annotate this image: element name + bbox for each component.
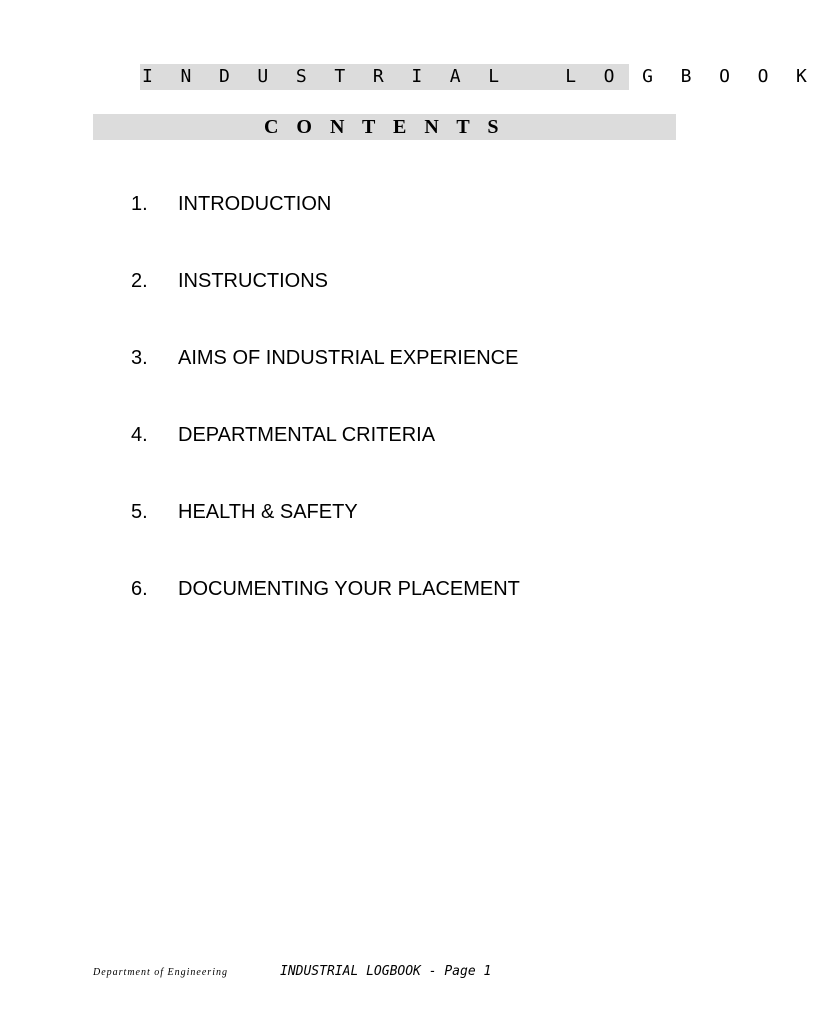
toc-item-label: INSTRUCTIONS (178, 270, 328, 292)
document-title: I N D U S T R I A L L O G B O O K (140, 64, 629, 90)
toc-item-aims (131, 344, 691, 421)
footer-department: Department of Engineering (93, 967, 228, 978)
toc-item-label: AIMS OF INDUSTRIAL EXPERIENCE (178, 347, 519, 369)
contents-heading: C O N T E N T S (263, 116, 506, 138)
toc-item-label: DOCUMENTING YOUR PLACEMENT (178, 578, 520, 600)
toc-item-number: 6. (131, 578, 148, 600)
toc-item-number: 5. (131, 501, 148, 523)
toc-item-label: HEALTH & SAFETY (178, 501, 358, 523)
toc-item-number: 3. (131, 347, 148, 369)
footer-page-label: INDUSTRIAL LOGBOOK - Page 1 (280, 964, 492, 979)
toc-item-introduction (131, 190, 691, 267)
toc-item-label: DEPARTMENTAL CRITERIA (178, 424, 436, 446)
toc-item-number: 4. (131, 424, 148, 446)
toc-item-number: 2. (131, 270, 148, 292)
contents-heading-bar (93, 114, 676, 140)
toc-item-health-safety (131, 498, 691, 575)
toc-item-label: INTRODUCTION (178, 193, 332, 215)
table-of-contents (131, 190, 691, 652)
toc-item-documenting-placement (131, 575, 691, 652)
toc-item-departmental-criteria (131, 421, 691, 498)
toc-item-number: 1. (131, 193, 148, 215)
toc-item-instructions (131, 267, 691, 344)
